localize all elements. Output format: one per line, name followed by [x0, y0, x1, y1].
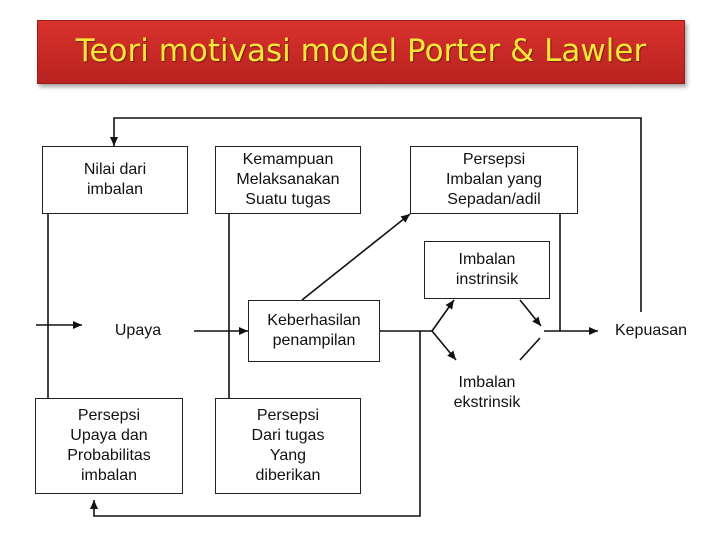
node-imbalan-ekstrinsik: Imbalan ekstrinsik: [424, 362, 550, 424]
page-title: Teori motivasi model Porter & Lawler: [75, 33, 647, 69]
node-keberhasilan: Keberhasilan penampilan: [248, 300, 380, 362]
intrinsik-to-kepuasan: [520, 300, 541, 326]
ekstrinsik-to-kepuasan: [520, 338, 540, 360]
node-persepsi-imbalan: Persepsi Imbalan yang Sepadan/adil: [410, 146, 578, 214]
node-nilai-dari-imbalan: Nilai dari imbalan: [42, 146, 188, 214]
node-kepuasan: Kepuasan: [598, 314, 704, 348]
fork-to-intrinsik: [432, 300, 454, 331]
keberhasilan-to-persepsi-imbalan-connector: [302, 214, 410, 300]
node-upaya: Upaya: [82, 300, 194, 362]
fork-to-ekstrinsik: [432, 331, 456, 360]
node-persepsi-upaya: Persepsi Upaya dan Probabilitas imbalan: [35, 398, 183, 494]
node-persepsi-tugas: Persepsi Dari tugas Yang diberikan: [215, 398, 361, 494]
node-kemampuan: Kemampuan Melaksanakan Suatu tugas: [215, 146, 361, 214]
node-imbalan-intrinsik: Imbalan instrinsik: [424, 241, 550, 299]
